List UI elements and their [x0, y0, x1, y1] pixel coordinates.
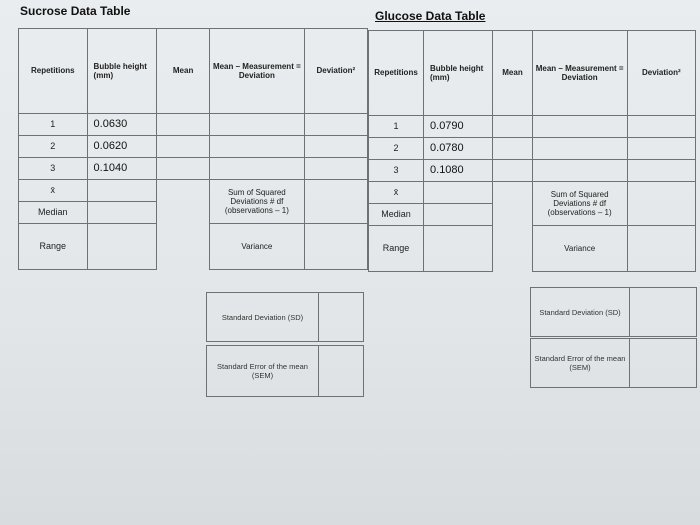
sum-squared-deviations-label: Sum of Squared Deviations # df (observations – 1)	[210, 180, 305, 224]
rep-cell: 1	[369, 116, 424, 138]
header-repetitions: Repetitions	[369, 31, 424, 116]
bubble-height-value: 0.1080	[424, 160, 493, 182]
header-bubble-height: Bubble height (mm)	[424, 31, 493, 116]
mean-cell	[493, 160, 532, 182]
variance-label: Variance	[532, 226, 627, 272]
bubble-height-value: 0.0630	[87, 114, 157, 136]
median-value-cell	[424, 204, 493, 226]
median-value-cell	[87, 202, 157, 224]
rep-cell: 1	[19, 114, 88, 136]
sucrose-data-table	[18, 28, 368, 270]
header-deviation-squared: Deviation²	[627, 31, 695, 116]
deviation-cell	[210, 136, 305, 158]
variance-value	[627, 226, 695, 272]
standard-deviation-label: Standard Deviation (SD)	[206, 292, 319, 342]
mean-cell	[493, 138, 532, 160]
standard-error-label: Standard Error of the mean (SEM)	[206, 345, 319, 397]
deviation-cell	[210, 114, 305, 136]
header-mean-minus-measurement: Mean – Measurement = Deviation	[210, 29, 305, 114]
bubble-height-value: 0.0780	[424, 138, 493, 160]
bubble-height-value: 0.0620	[87, 136, 157, 158]
x-bar-label: x̄	[19, 180, 88, 202]
variance-value	[304, 224, 367, 270]
deviation-squared-cell	[304, 158, 367, 180]
variance-label: Variance	[210, 224, 305, 270]
standard-error-value	[629, 338, 697, 388]
x-bar-value-cell	[424, 182, 493, 204]
bubble-height-value: 0.1040	[87, 158, 157, 180]
sum-squared-deviations-value	[627, 182, 695, 226]
deviation-squared-cell	[627, 160, 695, 182]
header-deviation-squared: Deviation²	[304, 29, 367, 114]
deviation-squared-cell	[627, 138, 695, 160]
standard-deviation-value	[318, 292, 364, 342]
deviation-squared-cell	[627, 116, 695, 138]
rep-cell: 3	[19, 158, 88, 180]
deviation-cell	[532, 116, 627, 138]
rep-cell: 3	[369, 160, 424, 182]
header-mean: Mean	[157, 29, 210, 114]
median-label: Median	[369, 204, 424, 226]
sum-squared-deviations-label: Sum of Squared Deviations # df (observations – 1)	[532, 182, 627, 226]
standard-error-label: Standard Error of the mean (SEM)	[530, 338, 630, 388]
deviation-cell	[532, 160, 627, 182]
x-bar-value-cell	[87, 180, 157, 202]
range-value-cell	[424, 226, 493, 272]
header-mean: Mean	[493, 31, 532, 116]
mean-cell	[157, 136, 210, 158]
glucose-data-table	[368, 30, 696, 272]
mean-cell	[157, 158, 210, 180]
deviation-cell	[532, 138, 627, 160]
median-label: Median	[19, 202, 88, 224]
header-mean-minus-measurement: Mean – Measurement = Deviation	[532, 31, 627, 116]
mean-cell	[157, 114, 210, 136]
header-repetitions: Repetitions	[19, 29, 88, 114]
rep-cell: 2	[369, 138, 424, 160]
glucose-table-title: Glucose Data Table	[375, 9, 486, 23]
standard-error-value	[318, 345, 364, 397]
sucrose-table-title: Sucrose Data Table	[20, 4, 131, 18]
bubble-height-value: 0.0790	[424, 116, 493, 138]
deviation-squared-cell	[304, 114, 367, 136]
header-bubble-height: Bubble height (mm)	[87, 29, 157, 114]
sum-squared-deviations-value	[304, 180, 367, 224]
standard-deviation-label: Standard Deviation (SD)	[530, 287, 630, 337]
mean-cell	[493, 116, 532, 138]
range-value-cell	[87, 224, 157, 270]
range-label: Range	[369, 226, 424, 272]
deviation-squared-cell	[304, 136, 367, 158]
range-label: Range	[19, 224, 88, 270]
rep-cell: 2	[19, 136, 88, 158]
standard-deviation-value	[629, 287, 697, 337]
x-bar-label: x̄	[369, 182, 424, 204]
deviation-cell	[210, 158, 305, 180]
